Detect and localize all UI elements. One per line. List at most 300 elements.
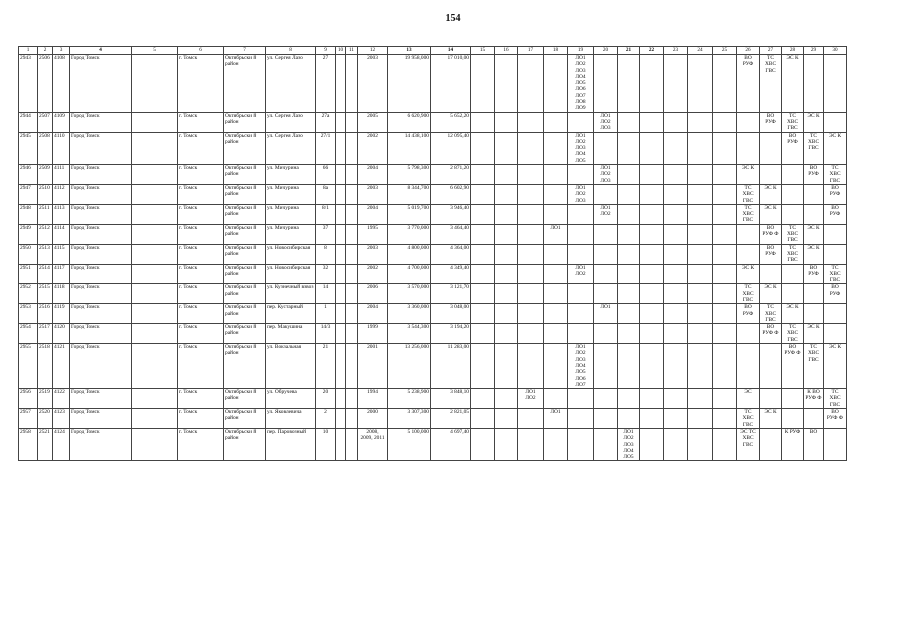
- table-cell: [495, 55, 518, 113]
- table-cell: [782, 389, 804, 409]
- table-cell: 2956: [19, 389, 38, 409]
- table-cell: [471, 389, 495, 409]
- table-cell: [346, 132, 358, 164]
- table-cell: [760, 428, 782, 460]
- table-cell: [618, 304, 640, 324]
- table-cell: [688, 264, 713, 284]
- table-row: [19, 324, 847, 344]
- table-cell: Октябрьски й район: [224, 264, 266, 284]
- table-cell: 2514: [38, 264, 53, 284]
- table-cell: [518, 284, 544, 304]
- table-cell: 4124: [53, 428, 70, 460]
- table-cell: 1995: [358, 224, 388, 244]
- table-cell: [518, 165, 544, 185]
- table-cell: [336, 344, 346, 389]
- table-cell: 3 544,300: [388, 324, 431, 344]
- table-cell: 2513: [38, 244, 53, 264]
- header-row: [19, 47, 847, 55]
- table-cell: ул. Мичурина: [266, 204, 316, 224]
- column-header: 1: [19, 47, 38, 55]
- column-header: 17: [518, 47, 544, 55]
- table-cell: Город Томск: [70, 244, 132, 264]
- table-cell: 4123: [53, 409, 70, 429]
- table-cell: ЭС К: [737, 165, 760, 185]
- table-cell: [336, 409, 346, 429]
- table-cell: [713, 344, 737, 389]
- table-cell: [346, 55, 358, 113]
- table-cell: 2510: [38, 184, 53, 204]
- table-cell: [664, 224, 688, 244]
- table-cell: [518, 204, 544, 224]
- table-cell: 4 697,40: [431, 428, 471, 460]
- column-header: 14: [431, 47, 471, 55]
- column-header: 30: [824, 47, 847, 55]
- table-cell: [544, 132, 568, 164]
- table-cell: [336, 55, 346, 113]
- table-cell: [688, 284, 713, 304]
- table-cell: [640, 409, 664, 429]
- table-cell: [471, 132, 495, 164]
- table-cell: Город Томск: [70, 112, 132, 132]
- table-cell: [471, 324, 495, 344]
- table-cell: [568, 284, 594, 304]
- table-cell: 19 958,000: [388, 55, 431, 113]
- table-cell: [495, 224, 518, 244]
- table-cell: г. Томск: [178, 304, 224, 324]
- table-cell: 5 100,000: [388, 428, 431, 460]
- table-cell: [713, 284, 737, 304]
- table-cell: ЭС К: [760, 284, 782, 304]
- table-cell: [760, 132, 782, 164]
- table-cell: [544, 184, 568, 204]
- table-cell: Октябрьски й район: [224, 428, 266, 460]
- table-cell: ЛО1 ЛО2 ЛО3: [594, 165, 618, 185]
- table-cell: 66: [316, 165, 336, 185]
- table-cell: [688, 55, 713, 113]
- table-cell: [737, 112, 760, 132]
- table-cell: 2 871,20: [431, 165, 471, 185]
- table-cell: 2006: [358, 284, 388, 304]
- column-header: 10: [336, 47, 346, 55]
- column-header: 24: [688, 47, 713, 55]
- table-cell: 4121: [53, 344, 70, 389]
- table-cell: [132, 184, 178, 204]
- table-cell: 2515: [38, 284, 53, 304]
- table-cell: [346, 264, 358, 284]
- table-cell: [688, 184, 713, 204]
- table-cell: 2954: [19, 324, 38, 344]
- table-cell: [336, 184, 346, 204]
- table-cell: [495, 284, 518, 304]
- table-cell: [713, 224, 737, 244]
- table-cell: 2949: [19, 224, 38, 244]
- table-cell: пер. Кустарный: [266, 304, 316, 324]
- column-header: 25: [713, 47, 737, 55]
- table-cell: [495, 132, 518, 164]
- table-cell: 2003: [358, 244, 388, 264]
- table-cell: Город Томск: [70, 165, 132, 185]
- table-cell: [346, 112, 358, 132]
- table-cell: К РУФ: [782, 428, 804, 460]
- table-cell: 11 283,00: [431, 344, 471, 389]
- table-cell: 2004: [358, 304, 388, 324]
- table-cell: Город Томск: [70, 324, 132, 344]
- table-cell: ЭС К: [804, 324, 824, 344]
- table-cell: [737, 244, 760, 264]
- table-cell: [664, 304, 688, 324]
- table-cell: [760, 344, 782, 389]
- table-cell: [495, 304, 518, 324]
- table-cell: 2001: [358, 344, 388, 389]
- table-cell: [336, 165, 346, 185]
- table-cell: ЭС К: [824, 344, 847, 389]
- table-cell: [824, 224, 847, 244]
- table-cell: 37: [316, 224, 336, 244]
- table-cell: [471, 284, 495, 304]
- registry-table: [18, 46, 847, 461]
- table-cell: 4109: [53, 112, 70, 132]
- table-cell: [664, 132, 688, 164]
- table-cell: [346, 428, 358, 460]
- table-cell: [495, 165, 518, 185]
- table-cell: ЛО1 ЛО2 ЛО3 ЛО4 ЛО5: [618, 428, 640, 460]
- table-cell: [544, 244, 568, 264]
- table-cell: [618, 204, 640, 224]
- table-cell: [518, 132, 544, 164]
- table-cell: Город Томск: [70, 132, 132, 164]
- table-cell: [618, 55, 640, 113]
- table-cell: ВО РУФ Ф: [824, 409, 847, 429]
- table-cell: [688, 112, 713, 132]
- table-cell: ВО РУФ Ф: [760, 224, 782, 244]
- table-cell: 2946: [19, 165, 38, 185]
- table-cell: [640, 204, 664, 224]
- table-cell: [688, 428, 713, 460]
- table-cell: [640, 55, 664, 113]
- table-cell: [618, 344, 640, 389]
- column-header: 9: [316, 47, 336, 55]
- table-cell: [713, 204, 737, 224]
- table-cell: г. Томск: [178, 284, 224, 304]
- table-cell: [518, 184, 544, 204]
- column-header: 18: [544, 47, 568, 55]
- table-cell: ВО РУФ: [824, 184, 847, 204]
- table-cell: [737, 344, 760, 389]
- table-cell: 4112: [53, 184, 70, 204]
- table-cell: [568, 409, 594, 429]
- column-header: 15: [471, 47, 495, 55]
- table-cell: [495, 204, 518, 224]
- table-cell: [618, 112, 640, 132]
- table-cell: [568, 324, 594, 344]
- table-cell: ТС ХВС ГВС: [737, 184, 760, 204]
- table-cell: Октябрьски й район: [224, 244, 266, 264]
- table-cell: 14/3: [316, 324, 336, 344]
- column-header: 4: [70, 47, 132, 55]
- table-cell: [618, 132, 640, 164]
- table-row: [19, 344, 847, 389]
- table-cell: ВО РУФ: [760, 244, 782, 264]
- table-cell: 8а: [316, 184, 336, 204]
- table-cell: 2955: [19, 344, 38, 389]
- table-cell: [804, 304, 824, 324]
- table-cell: 8/1: [316, 204, 336, 224]
- table-cell: [782, 284, 804, 304]
- table-cell: [544, 284, 568, 304]
- table-cell: [544, 204, 568, 224]
- table-cell: 21: [316, 344, 336, 389]
- table-cell: [664, 184, 688, 204]
- table-cell: 14: [316, 284, 336, 304]
- table-cell: 4118: [53, 284, 70, 304]
- table-cell: [471, 304, 495, 324]
- table-cell: ЛО1 ЛО2: [518, 389, 544, 409]
- table-cell: ВО РУФ: [824, 204, 847, 224]
- table-cell: [495, 428, 518, 460]
- table-cell: 13 256,000: [388, 344, 431, 389]
- table-cell: 4 700,000: [388, 264, 431, 284]
- table-cell: ЭС: [737, 389, 760, 409]
- table-cell: Октябрьски й район: [224, 304, 266, 324]
- table-cell: г. Томск: [178, 184, 224, 204]
- table-cell: 2958: [19, 428, 38, 460]
- table-row: [19, 132, 847, 164]
- table-cell: 2952: [19, 284, 38, 304]
- table-cell: [132, 284, 178, 304]
- table-cell: Город Томск: [70, 428, 132, 460]
- table-cell: 4113: [53, 204, 70, 224]
- table-cell: 4120: [53, 324, 70, 344]
- table-cell: 5 019,700: [388, 204, 431, 224]
- table-cell: [336, 112, 346, 132]
- table-cell: 1999: [358, 324, 388, 344]
- table-cell: [495, 409, 518, 429]
- table-cell: 4117: [53, 264, 70, 284]
- table-cell: ЭС К: [760, 184, 782, 204]
- table-cell: [782, 409, 804, 429]
- table-cell: [664, 244, 688, 264]
- column-header: 7: [224, 47, 266, 55]
- table-cell: 4110: [53, 132, 70, 164]
- table-cell: [713, 184, 737, 204]
- table-row: [19, 264, 847, 284]
- table-cell: Октябрьски й район: [224, 204, 266, 224]
- table-body: [19, 55, 847, 461]
- table-cell: [132, 389, 178, 409]
- table-cell: ЛО1 ЛО2 ЛО3: [568, 184, 594, 204]
- table-cell: [737, 224, 760, 244]
- table-cell: [132, 165, 178, 185]
- table-cell: [132, 324, 178, 344]
- table-cell: ВО РУФ: [824, 284, 847, 304]
- table-cell: [640, 132, 664, 164]
- table-cell: [760, 389, 782, 409]
- table-cell: ЭС К: [782, 304, 804, 324]
- table-cell: [594, 184, 618, 204]
- table-cell: [471, 409, 495, 429]
- table-cell: 1994: [358, 389, 388, 409]
- table-cell: ЛО1 ЛО2 ЛО3 ЛО4 ЛО5: [568, 132, 594, 164]
- table-cell: [336, 132, 346, 164]
- table-cell: [824, 112, 847, 132]
- table-cell: 2950: [19, 244, 38, 264]
- table-cell: [471, 55, 495, 113]
- table-cell: пер. Паровозный: [266, 428, 316, 460]
- table-cell: ЛО1 ЛО2: [594, 204, 618, 224]
- table-cell: ЭС К: [782, 55, 804, 113]
- table-cell: ул. Сергея Лазо: [266, 55, 316, 113]
- table-cell: Октябрьски й район: [224, 224, 266, 244]
- column-header: 11: [346, 47, 358, 55]
- table-row: [19, 204, 847, 224]
- column-header: 26: [737, 47, 760, 55]
- column-header: 23: [664, 47, 688, 55]
- table-cell: [664, 428, 688, 460]
- table-cell: [346, 304, 358, 324]
- table-cell: [824, 428, 847, 460]
- table-cell: [782, 184, 804, 204]
- table-cell: ВО РУФ: [737, 55, 760, 113]
- table-cell: ул. Мичурина: [266, 184, 316, 204]
- table-cell: ул. Мичурина: [266, 165, 316, 185]
- column-header: 6: [178, 47, 224, 55]
- table-cell: ул. Мичурина: [266, 224, 316, 244]
- column-header: 20: [594, 47, 618, 55]
- table-cell: [336, 389, 346, 409]
- table-cell: 1: [316, 304, 336, 324]
- table-cell: [782, 204, 804, 224]
- table-row: [19, 284, 847, 304]
- table-cell: 2520: [38, 409, 53, 429]
- table-cell: [618, 244, 640, 264]
- table-cell: [618, 409, 640, 429]
- column-header: 5: [132, 47, 178, 55]
- table-cell: 4 800,000: [388, 244, 431, 264]
- table-cell: 2: [316, 409, 336, 429]
- table-cell: ВО: [804, 428, 824, 460]
- table-cell: ТС ХВС ГВС: [760, 304, 782, 324]
- table-cell: [336, 244, 346, 264]
- table-cell: ТС ХВС ГВС: [824, 165, 847, 185]
- table-cell: Город Томск: [70, 224, 132, 244]
- table-cell: [518, 428, 544, 460]
- table-cell: 3 360,000: [388, 304, 431, 324]
- table-cell: ТС ХВС ГВС: [824, 389, 847, 409]
- table-cell: 4111: [53, 165, 70, 185]
- table-cell: 2511: [38, 204, 53, 224]
- table-cell: [713, 324, 737, 344]
- table-cell: [544, 264, 568, 284]
- table-cell: 4 364,00: [431, 244, 471, 264]
- table-cell: [132, 55, 178, 113]
- table-cell: ЭС К: [804, 224, 824, 244]
- table-cell: [471, 244, 495, 264]
- table-cell: ТС ХВС ГВС: [782, 244, 804, 264]
- table-cell: 14 438,100: [388, 132, 431, 164]
- table-cell: [640, 304, 664, 324]
- table-cell: ЛО1 ЛО2 ЛО3 ЛО4 ЛО5 ЛО6 ЛО7: [568, 344, 594, 389]
- table-row: [19, 428, 847, 460]
- table-cell: 2944: [19, 112, 38, 132]
- table-cell: 4122: [53, 389, 70, 409]
- table-cell: [544, 428, 568, 460]
- table-cell: Октябрьски й район: [224, 324, 266, 344]
- table-cell: [664, 324, 688, 344]
- table-cell: г. Томск: [178, 344, 224, 389]
- table-cell: [713, 264, 737, 284]
- table-cell: 5 238,900: [388, 389, 431, 409]
- table-cell: [495, 184, 518, 204]
- table-cell: [713, 244, 737, 264]
- table-cell: ТС ХВС ГВС: [804, 344, 824, 389]
- table-cell: [824, 304, 847, 324]
- table-cell: [594, 409, 618, 429]
- table-cell: [688, 324, 713, 344]
- table-cell: [346, 184, 358, 204]
- table-cell: ЛО1 ЛО2: [568, 264, 594, 284]
- table-cell: [518, 304, 544, 324]
- table-cell: 3 048,00: [431, 304, 471, 324]
- column-header: 21: [618, 47, 640, 55]
- table-cell: г. Томск: [178, 224, 224, 244]
- table-cell: [518, 324, 544, 344]
- table-cell: [664, 264, 688, 284]
- table-cell: 8: [316, 244, 336, 264]
- table-cell: [640, 244, 664, 264]
- table-cell: [346, 409, 358, 429]
- table-cell: [594, 284, 618, 304]
- table-cell: [713, 55, 737, 113]
- table-cell: 2004: [358, 165, 388, 185]
- table-cell: [824, 244, 847, 264]
- table-row: [19, 304, 847, 324]
- table-cell: Октябрьски й район: [224, 284, 266, 304]
- table-cell: 2953: [19, 304, 38, 324]
- table-cell: [804, 409, 824, 429]
- table-cell: [346, 244, 358, 264]
- table-cell: [336, 224, 346, 244]
- table-cell: [132, 204, 178, 224]
- table-cell: Город Томск: [70, 344, 132, 389]
- table-cell: [132, 112, 178, 132]
- table-cell: 2943: [19, 55, 38, 113]
- table-cell: 2002: [358, 264, 388, 284]
- table-cell: [664, 389, 688, 409]
- table-cell: [132, 344, 178, 389]
- table-cell: [594, 389, 618, 409]
- table-cell: [713, 165, 737, 185]
- table-cell: [618, 264, 640, 284]
- table-cell: Город Томск: [70, 204, 132, 224]
- table-cell: [804, 284, 824, 304]
- table-cell: г. Томск: [178, 409, 224, 429]
- table-cell: Город Томск: [70, 55, 132, 113]
- table-cell: [713, 428, 737, 460]
- table-cell: [804, 55, 824, 113]
- table-cell: ТС ХВС ГВС: [737, 204, 760, 224]
- table-cell: г. Томск: [178, 428, 224, 460]
- table-cell: ТС ХВС ГВС: [782, 224, 804, 244]
- column-header: 16: [495, 47, 518, 55]
- table-cell: [518, 264, 544, 284]
- table-cell: Октябрьски й район: [224, 344, 266, 389]
- table-cell: 5 652,20: [431, 112, 471, 132]
- table-cell: [594, 324, 618, 344]
- table-cell: [618, 389, 640, 409]
- table-cell: [664, 112, 688, 132]
- table-cell: [544, 324, 568, 344]
- table-cell: [804, 204, 824, 224]
